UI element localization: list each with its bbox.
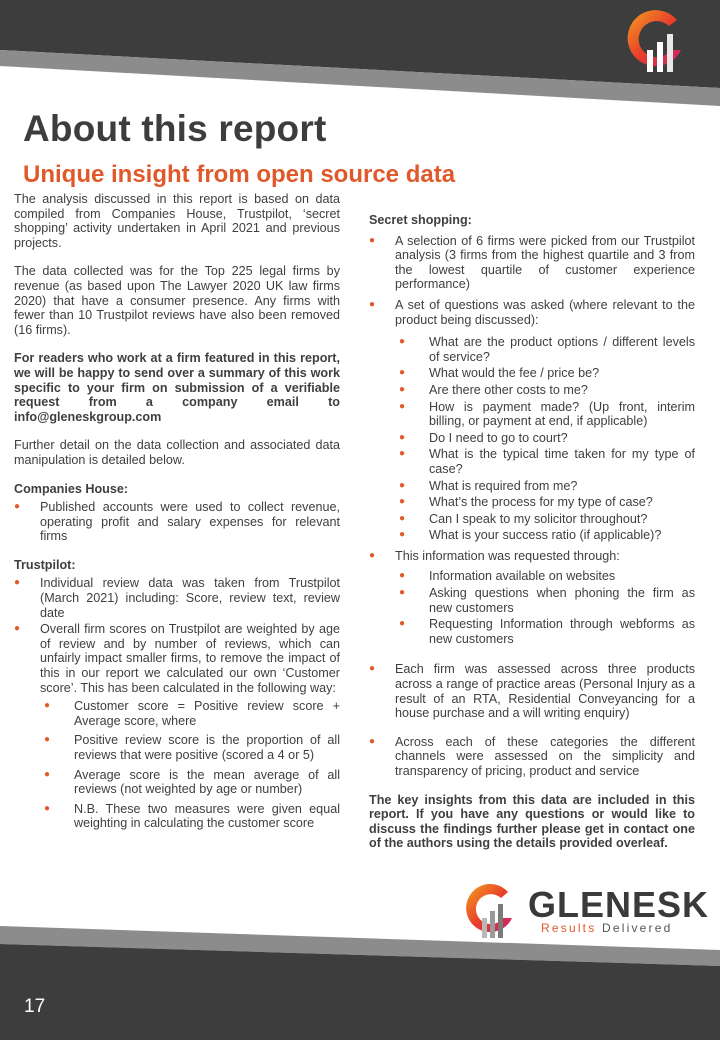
list-item: ● Individual review data was taken from Trustpilot (March 2021) including: Score, review text, review date: [14, 576, 340, 620]
footer-band: [0, 920, 720, 1040]
list-item-text: Overall firm scores on Trustpilot are weighted by age of review and by number of reviews, which can unfairly impact smaller firms, to remove the impact of this in our report we calculated our own ‘Customer score’. This has been calculated in the following way:: [40, 622, 340, 695]
page-subtitle: Unique insight from open source data: [23, 161, 456, 188]
list-item: ● Are there other costs to me?: [369, 383, 695, 398]
assessment-list: [369, 662, 695, 778]
page-number: 17: [24, 996, 46, 1017]
closing-paragraph: The key insights from this data are included in this report. If you have any questions or would like to discuss the findings further please get in contact one of the authors using the details provided overleaf.: [369, 792, 695, 851]
secret-shopping-heading: Secret shopping:: [369, 213, 472, 227]
list-item: ● Can I speak to my solicitor throughout?: [369, 512, 695, 527]
list-item: ● Each firm was assessed across three products across a range of practice areas (Personal Injury as a result of an RTA, Residential Conveyancing for a house purchase and a will writing enquiry): [369, 662, 695, 720]
companies-house-heading: Companies House:: [14, 481, 129, 496]
list-item: ● Customer score = Positive review score + Average score, where: [14, 699, 340, 728]
list-item: ● Positive review score is the proportion of all reviews that were positive (scored a 4 or 5): [14, 733, 340, 762]
brand-tagline: [541, 921, 672, 935]
header-band: [0, 0, 720, 110]
list-item: ● What is the typical time taken for my type of case?: [369, 447, 695, 476]
page-title: About this report: [23, 108, 327, 149]
list-item: ● N.B. These two measures were given equal weighting in calculating the customer score: [14, 802, 340, 831]
list-item: ● What is your success ratio (if applicable)?: [369, 528, 695, 543]
questions-list: [369, 335, 695, 543]
list-item: [14, 622, 340, 695]
secret-shopping-list: [369, 234, 695, 328]
list-item: ● How is payment made? (Up front, interim billing, or payment at end, if applicable): [369, 400, 695, 429]
brand-name: GLENESK: [528, 884, 710, 925]
list-item: ● What’s the process for my type of case?: [369, 495, 695, 510]
list-item: ● Requesting Information through webforms as new customers: [369, 617, 695, 646]
right-column: [369, 213, 695, 865]
list-item: ● What is required from me?: [369, 479, 695, 494]
list-item: ● Do I need to go to court?: [369, 431, 695, 446]
glenesk-logo-mark: [458, 880, 518, 940]
left-column: [14, 192, 340, 836]
companies-house-list: [14, 500, 340, 544]
tagline-word-delivered: Delivered: [601, 921, 673, 935]
list-item: ● This information was requested through:: [369, 549, 695, 564]
list-item: ● Published accounts were used to collect revenue, operating profit and salary expenses for relevant firms: [14, 500, 340, 544]
list-item: ● What would the fee / price be?: [369, 366, 695, 381]
list-item: ● A set of questions was asked (where relevant to the product being discussed):: [369, 298, 695, 327]
list-item: ● Across each of these categories the different channels were assessed on the simplicity and transparency of pricing, product and service: [369, 735, 695, 779]
list-item: ● A selection of 6 firms were picked from our Trustpilot analysis (3 firms from the highest quartile and 3 from the lowest quartile of customer experience performance): [369, 234, 695, 292]
data-scope-paragraph: The data collected was for the Top 225 legal firms by revenue (as based upon The Lawyer 2020 UK law firms 2020) that have a consumer presence. Any firms with fewer than 10 Trustpilot reviews have also been removed (16 firms).: [14, 264, 340, 337]
trustpilot-list: [14, 576, 340, 695]
list-item: ● Average score is the mean average of all reviews (not weighted by age or number): [14, 768, 340, 797]
channels-list: [369, 569, 695, 646]
channels-intro-list: [369, 549, 695, 564]
glenesk-logo-mark-top: [617, 6, 689, 74]
list-item: ● Information available on websites: [369, 569, 695, 584]
list-item: ● Asking questions when phoning the firm as new customers: [369, 586, 695, 615]
further-detail-paragraph: Further detail on the data collection and associated data manipulation is detailed below.: [14, 438, 340, 467]
list-item: ● What are the product options / different levels of service?: [369, 335, 695, 364]
tagline-word-results: Results: [541, 921, 597, 935]
customer-score-list: [14, 699, 340, 831]
trustpilot-heading: Trustpilot:: [14, 557, 76, 572]
intro-paragraph: The analysis discussed in this report is based on data compiled from Companies House, Trustpilot, ‘secret shopping’ activity undertaken in April 2021 and previous projects.: [14, 192, 340, 250]
reader-offer-paragraph: For readers who work at a firm featured in this report, we will be happy to send over a summary of this work specific to your firm on submission of a verifiable request from a company email to info@gleneskgroup.com: [14, 351, 340, 424]
